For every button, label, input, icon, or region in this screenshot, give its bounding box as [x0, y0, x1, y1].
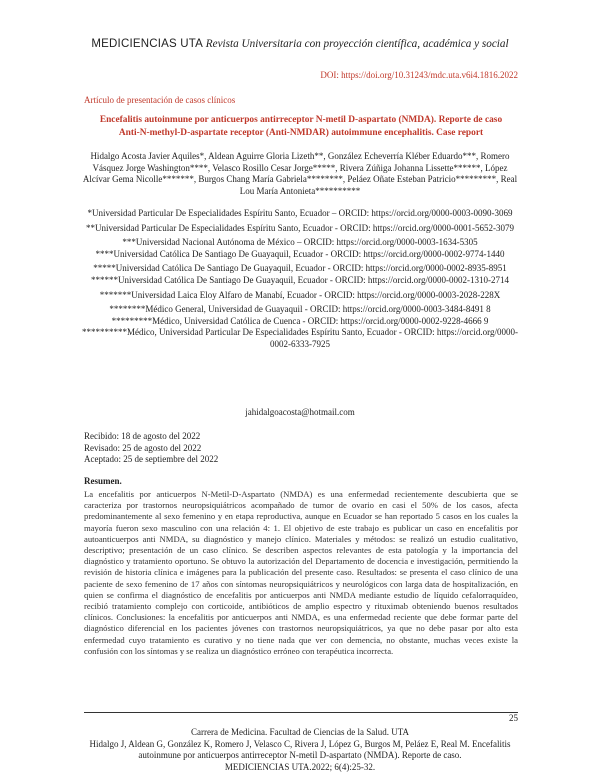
affiliation-item: *Universidad Particular De Especialidades Espíritu Santo, Ecuador – ORCID: https://orcid.org/0000-0003-0090-3069	[87, 208, 513, 218]
abstract-heading: Resumen.	[84, 476, 122, 486]
date-received: Recibido: 18 de agosto del 2022	[84, 431, 201, 441]
journal-name: MEDICIENCIAS UTA	[91, 38, 203, 50]
footer-citation: Hidalgo J, Aldean G, González K, Romero J, Velasco C, Rivera J, López G, Burgos M, Peláez E, Real M. Encefalitis autoinmune por anticuerpos antirreceptor N-metil D-aspartato (NMDA). Reporte de caso.	[89, 738, 511, 760]
abstract-text: La encefalitis por anticuerpos N-Metil-D-Aspartato (NMDA) es una enfermedad recientemente descubierta que se caracteriza por trastornos neuropsiquiátricos acompañado de tumor de ovario en casi el 50% de los casos, afecta predominantemente al sexo femenino y en etapa reproductiva, aunque en Ecuador se han reportado 5 casos en los cuales la mayoría fueron sexo masculino con una relación 4: 1. El objetivo de este trabajo es publicar un caso en encefalitis por autoanticuerpos anti NMDA, su diagnóstico y manejo clínico. Materiales y métodos: se realizó un estudio cualitativo, descriptivo; presentación de un caso clínico. Se describen aspectos relevantes de esta patología y la importancia del diagnóstico y tratamiento oportuno. Se obtuvo la autorización del Departamento de docencia e investigación, permitiendo la revisión de historia clínica e imágenes para la publicación del presente caso. Resultados: se presenta el caso clínico de una paciente de sexo femenino de 17 años con síntomas neuropsiquiátricos y neurológicos con larga data de hospitalización, en quien se confirma el diagnóstico de encefalitis por anticuerpos anti NMDA mediante estudio de líquido cefalorraquídeo, recibió tratamiento complejo con corticoide, antibióticos de amplio espectro y rituximab obteniendo buenos resultados clínicos. Conclusiones: la encefalitis por anticuerpos anti NMDA, es una enfermedad reciente que debe formar parte del diagnóstico diferencial en los pacientes jóvenes con trastornos neuropsiquiátricos, ya que no debe pasar por alto esta enfermedad cuyo tratamiento es curativo y no tiene nada que ver con demencia, no obstante, muchas veces existe la confusión con los síntomas y se realiza un diagnóstico erróneo con terapéutica incorrecta.	[84, 489, 518, 656]
journal-header	[0, 38, 600, 50]
affiliation-item: ******Universidad Católica De Santiago De Guayaquil, Ecuador - ORCID: https://orcid.org/0000-0002-1310-2714	[90, 274, 509, 285]
title-english: Anti-N-methyl-D-aspartate receptor (Anti-NMDAR) autoimmune encephalitis. Case report	[118, 127, 484, 138]
affiliation-item: ****Universidad Católica De Santiago De Guayaquil, Ecuador - ORCID: https://orcid.org/0000-0002-9774-1440	[95, 248, 505, 259]
doi-link[interactable]: DOI: https://doi.org/10.31243/mdc.uta.v6i4.1816.2022	[320, 70, 518, 80]
affiliation-item: **Universidad Particular De Especialidades Espíritu Santo, Ecuador - ORCID: https://orcid.org/0000-0001-5652-3079	[85, 222, 514, 233]
affiliation-item: ********Médico General, Universidad de Guayaquil - ORCID: https://orcid.org/0000-0003-3484-8491 8	[109, 304, 491, 315]
contact-email[interactable]: jahidalgoacosta@hotmail.com	[245, 407, 355, 417]
footer-faculty: Carrera de Medicina. Facultad de Ciencias de la Salud. UTA	[191, 727, 409, 737]
page-number: 25	[509, 713, 518, 723]
affiliation-list	[80, 208, 520, 351]
publication-dates	[84, 431, 218, 466]
article-title	[84, 114, 518, 139]
footer-divider	[84, 712, 518, 713]
date-accepted: Aceptado: 25 de septiembre del 2022	[84, 454, 219, 465]
author-list: Hidalgo Acosta Javier Aquiles*, Aldean Aguirre Gloria Lizeth**, González Echeverría Kléber Eduardo***, Romero Vásquez Jorge Washington****, Velasco Rosillo Cesar Jorge*****, Rivera Zúñiga Johanna Lissette******, López Alcívar Gema Nicolle*******, Burgos Chang María Gabriela********, Peláez Oñate Esteban Patricio*********, Real Lou María Antonieta**********	[82, 151, 518, 196]
affiliation-item: **********Médico, Universidad Particular De Especialidades Espíritu Santo, Ecuador - ORCID: https://orcid.org/0000-0002-6333-7925	[82, 327, 518, 349]
date-revised: Revisado: 25 de agosto del 2022	[84, 442, 202, 453]
affiliation-item: *****Universidad Católica De Santiago De Guayaquil, Ecuador - ORCID: https://orcid.org/0000-0002-8935-8951	[93, 263, 507, 274]
journal-subtitle: Revista Universitaria con proyección científica, académica y social	[205, 38, 509, 50]
title-spanish: Encefalitis autoinmune por anticuerpos antirreceptor N-metil D-aspartato (NMDA). Reporte de caso	[99, 115, 503, 125]
affiliation-item: ***Universidad Nacional Autónoma de México – ORCID: https://orcid.org/0000-0003-1634-5305	[122, 237, 478, 248]
affiliation-item: *******Universidad Laica Eloy Alfaro de Manabí, Ecuador - ORCID: https://orcid.org/0000-0003-2028-228X	[99, 289, 501, 300]
affiliation-item: *********Médico, Universidad Católica de Cuenca - ORCID: https://orcid.org/0000-0002-9228-4666 9	[111, 315, 489, 326]
page-footer	[70, 727, 530, 773]
article-type: Artículo de presentación de casos clínicos	[84, 95, 236, 105]
footer-citation-journal: MEDICIENCIAS UTA.2022; 6(4):25-32.	[224, 761, 376, 772]
